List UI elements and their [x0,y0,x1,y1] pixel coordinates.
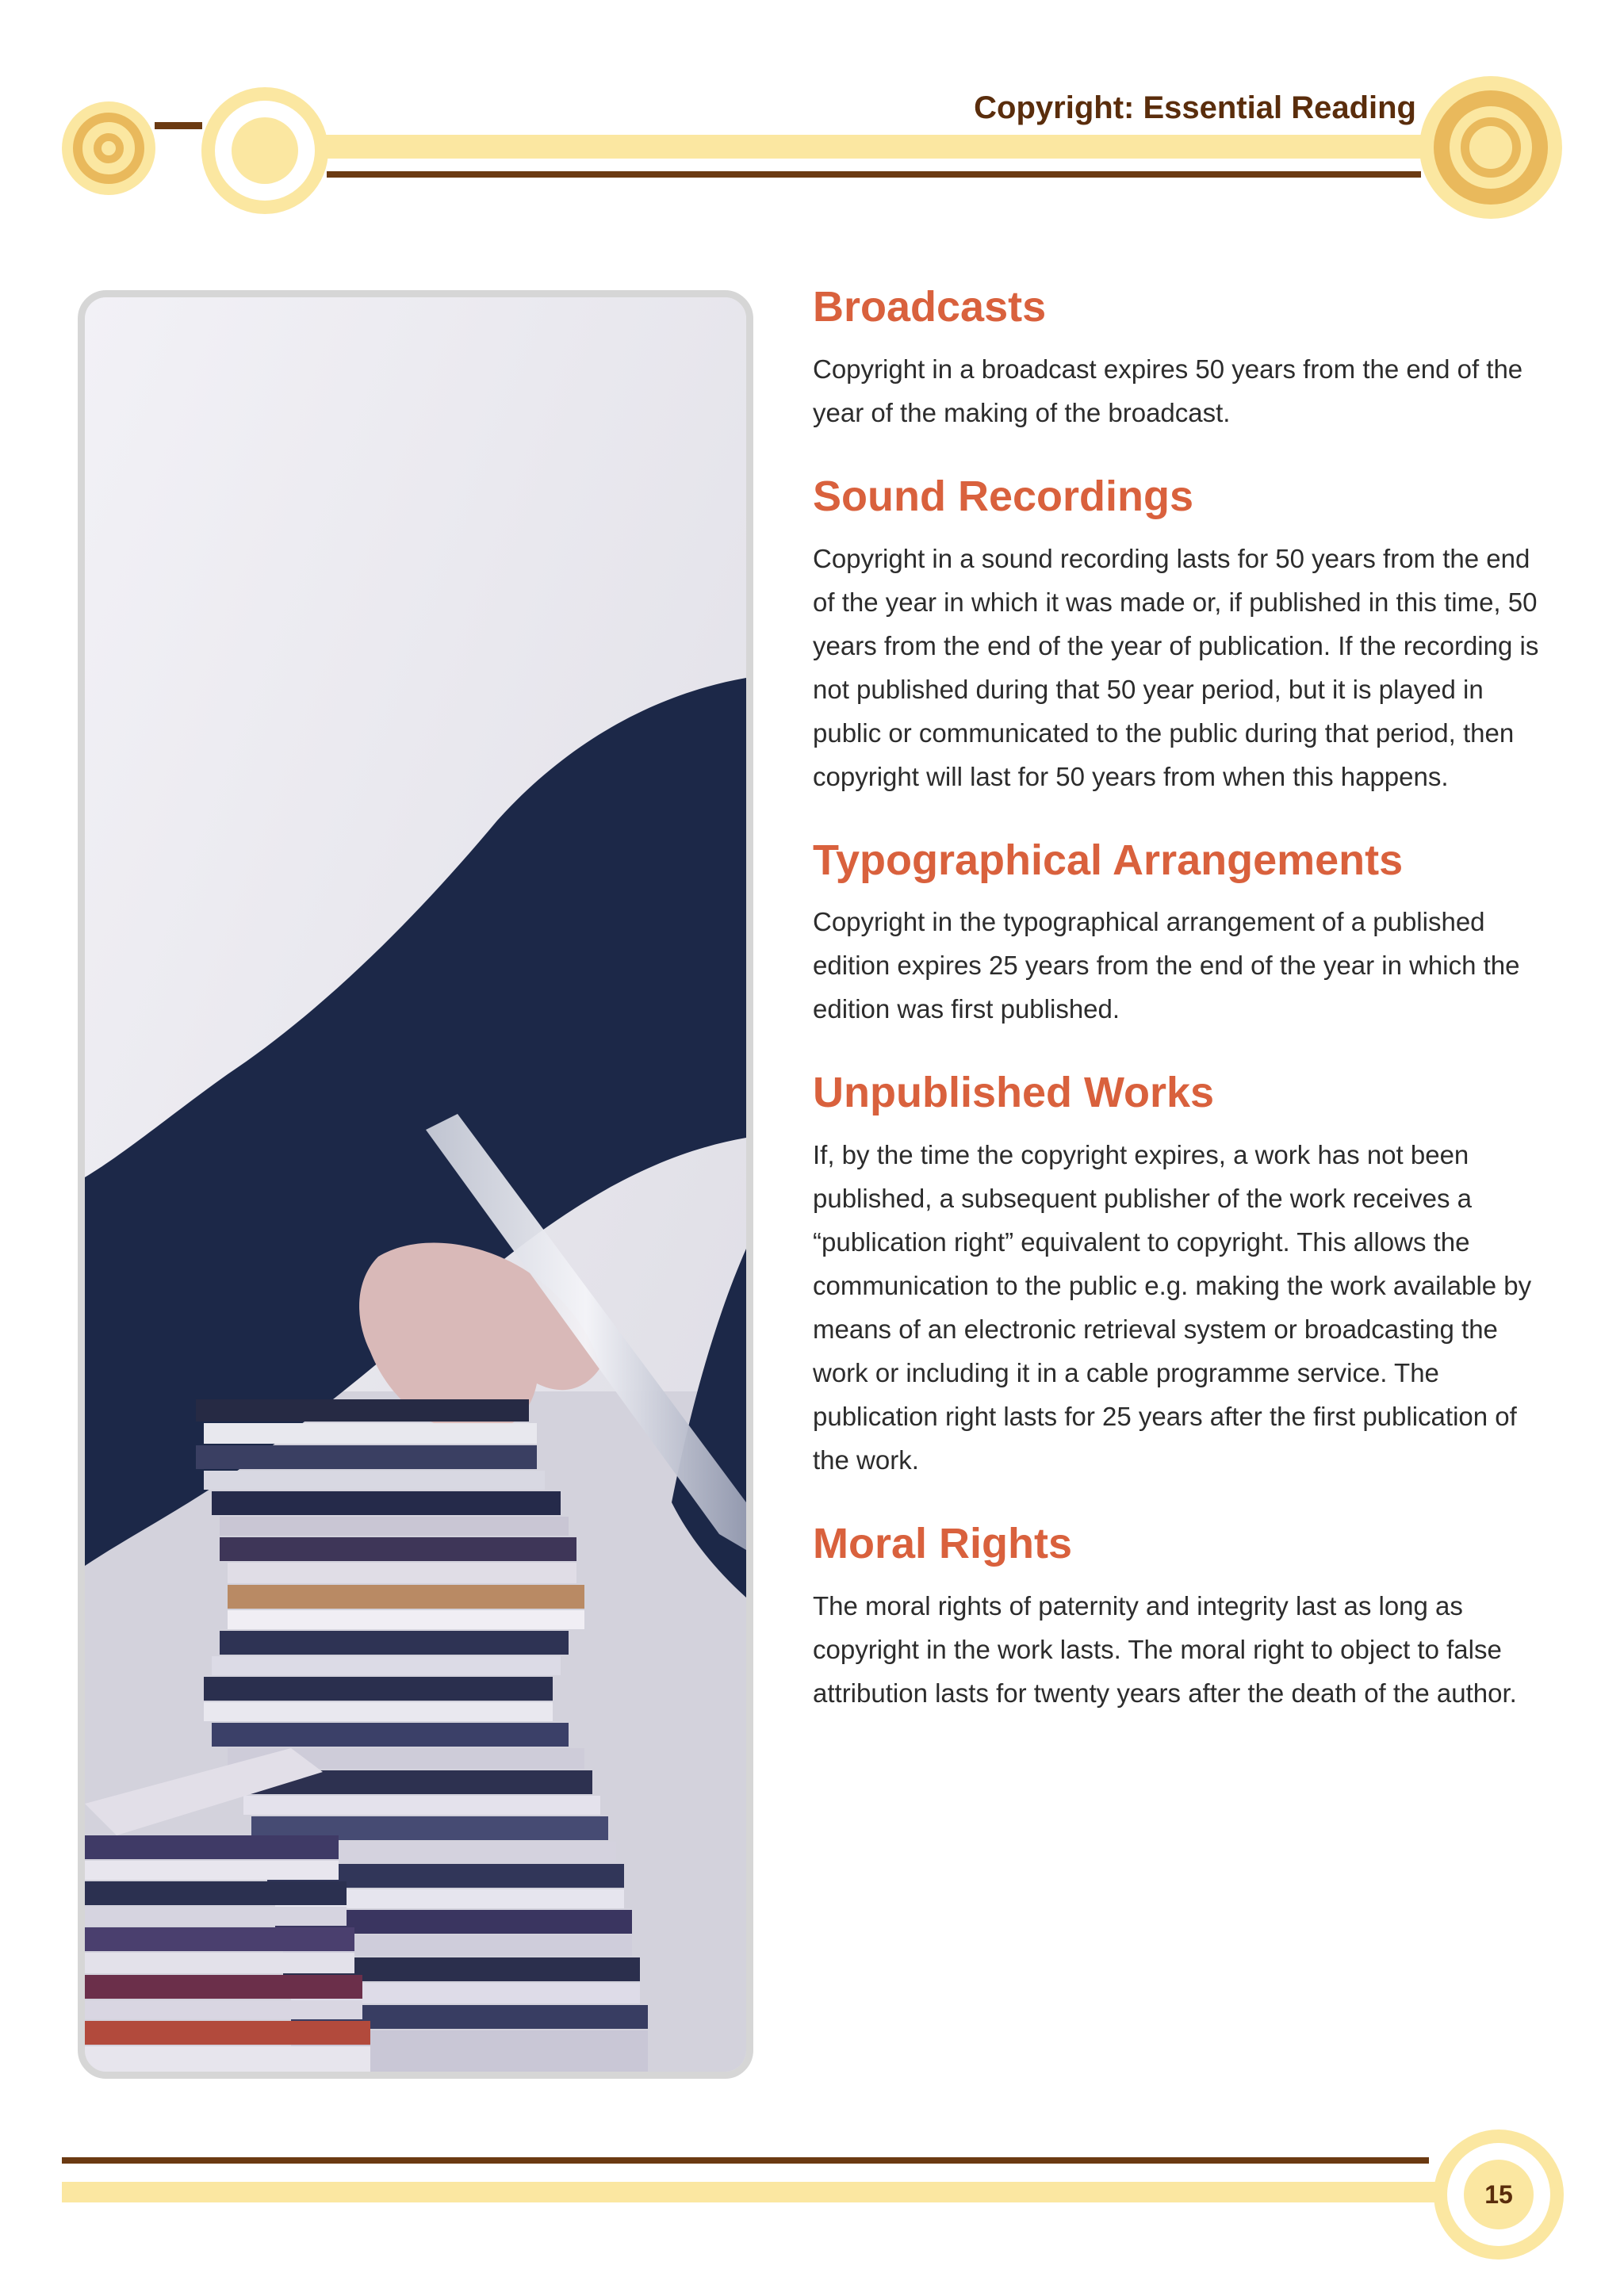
section-heading: Broadcasts [813,283,1047,331]
header-rule [327,171,1421,178]
section-heading: Sound Recordings [813,472,1194,520]
section-heading: Moral Rights [813,1520,1073,1568]
section-broadcasts [813,281,1542,434]
header-right-target-icon [1419,76,1562,219]
header-dot-ring-icon [201,87,328,214]
section-body: Copyright in the typographical arrangement of a published edition expires 25 years from the end of the year in which the edition was first published. [813,907,1520,1024]
header-tick [155,122,202,129]
section-body: Copyright in a broadcast expires 50 years from the end of the year of the making of the broadcast. [813,354,1523,427]
section-moral-rights [813,1518,1542,1715]
page-number-badge [1434,2130,1564,2260]
header-band [317,135,1459,159]
content-column [813,281,1542,1751]
section-body: The moral rights of paternity and integrity last as long as copyright in the work lasts. The moral right to object to false attribution lasts for twenty years after the death of the author. [813,1590,1517,1708]
header-left-target-icon [62,101,155,195]
page-number: 15 [1484,2180,1513,2209]
section-heading: Unpublished Works [813,1069,1215,1117]
section-heading: Typographical Arrangements [813,836,1404,884]
page-title: Copyright: Essential Reading [974,90,1416,125]
section-body: Copyright in a sound recording lasts for 50 years from the end of the year in which it was made or, if published in this time, 50 years from the end of the year of publication. If the recording is not published during that 50 year period, but it is played in public or communicated to the public during that period, then copyright will last for 50 years from when this happens. [813,543,1539,791]
section-unpublished-works [813,1067,1542,1482]
section-typographical-arrangements [813,835,1542,1031]
cd-stack-photo [78,290,753,2079]
footer-band [62,2182,1457,2202]
footer-rule [62,2157,1429,2164]
section-sound-recordings [813,471,1542,798]
section-body: If, by the time the copyright expires, a work has not been published, a subsequent publisher of the work receives a “publication right” equivalent to copyright. This allows the communication to the public e.g. making the work available by means of an electronic retrieval system or broadcasting the work or including it in a cable programme service. The publication right lasts for 25 years after the first publication of the work. [813,1140,1532,1475]
